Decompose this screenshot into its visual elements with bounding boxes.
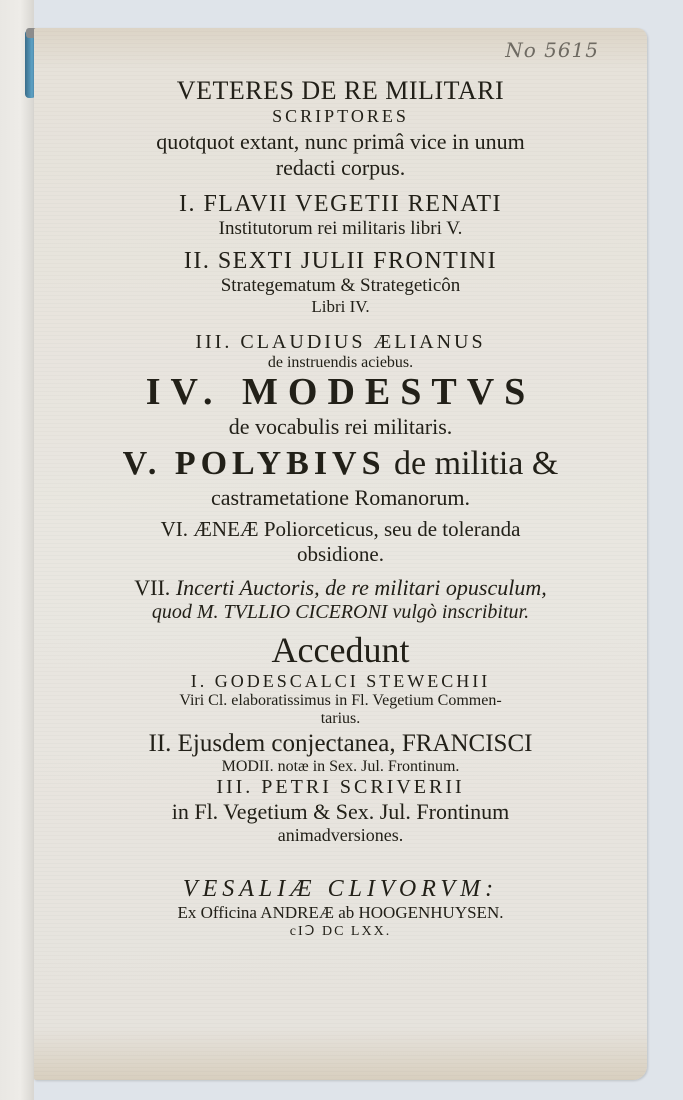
work-4-sub: de vocabulis rei militaris. — [228, 413, 453, 439]
work-2-sub2: Libri IV. — [311, 297, 370, 316]
title-line-2: SCRIPTORES — [272, 106, 409, 126]
imprint-year: cIↃ DC LXX. — [289, 924, 392, 940]
work-3-sub: de instruendis aciebus. — [267, 354, 414, 371]
work-6-heading: VI. ÆNEÆ Poliorceticus, seu de toleranda — [160, 516, 521, 541]
work-7-heading — [34, 575, 647, 601]
work-5-heading-name: V. POLYBIVS — [122, 444, 386, 482]
addition-3-heading: III. PETRI SCRIVERII — [216, 776, 465, 799]
work-5-heading — [34, 444, 647, 483]
title-line-3: quotquot extant, nunc primâ vice in unum — [156, 129, 525, 154]
work-2-heading: II. SEXTI JULII FRONTINI — [183, 248, 498, 274]
book-cover-edge — [0, 0, 34, 1100]
work-2-sub: Strategematum & Strategeticôn — [220, 275, 461, 296]
title-line-1: VETERES DE RE MILITARI — [176, 76, 505, 105]
work-7-sub: quod M. TVLLIO CICERONI vulgò inscribitur. — [151, 600, 530, 623]
addition-1-sub: Viri Cl. elaboratissimus in Fl. Vegetium Commen- — [179, 692, 502, 710]
imprint-printer: Ex Officina ANDREÆ ab HOOGENHUYSEN. — [177, 903, 504, 923]
work-7-numeral: VII. — [134, 574, 171, 600]
title-page — [34, 28, 647, 1080]
imprint-place: VESALIÆ CLIVORVM: — [182, 876, 499, 903]
work-4-heading: IV. MODESTVS — [145, 371, 536, 413]
handwritten-shelfmark: No 5615 — [505, 38, 599, 62]
addition-2-heading: II. Ejusdem conjectanea, FRANCISCI — [148, 730, 533, 758]
work-5-heading-suffix: de militia & — [394, 444, 559, 482]
work-7-heading-italic: Incerti Auctoris, de re militari opusculum, — [175, 574, 547, 600]
title-line-4: redacti corpus. — [275, 155, 406, 180]
work-1-sub: Institutorum rei militaris libri V. — [218, 218, 463, 239]
work-5-sub: castrametatione Romanorum. — [210, 484, 471, 510]
work-6-sub: obsidione. — [297, 541, 384, 566]
work-3-heading: III. CLAUDIUS ÆLIANUS — [195, 331, 486, 353]
addition-3-sub: in Fl. Vegetium & Sex. Jul. Frontinum — [171, 799, 510, 825]
addition-1-heading: I. GODESCALCI STEWECHII — [190, 671, 491, 692]
work-1-heading: I. FLAVII VEGETII RENATI — [178, 191, 503, 217]
accedunt-heading: Accedunt — [271, 629, 410, 670]
addition-2-sub: MODII. notæ in Sex. Jul. Frontinum. — [221, 758, 460, 776]
title-page-content — [34, 76, 647, 940]
addition-1-sub2: tarius. — [320, 710, 361, 728]
addition-3-sub2: animadversiones. — [277, 825, 404, 846]
